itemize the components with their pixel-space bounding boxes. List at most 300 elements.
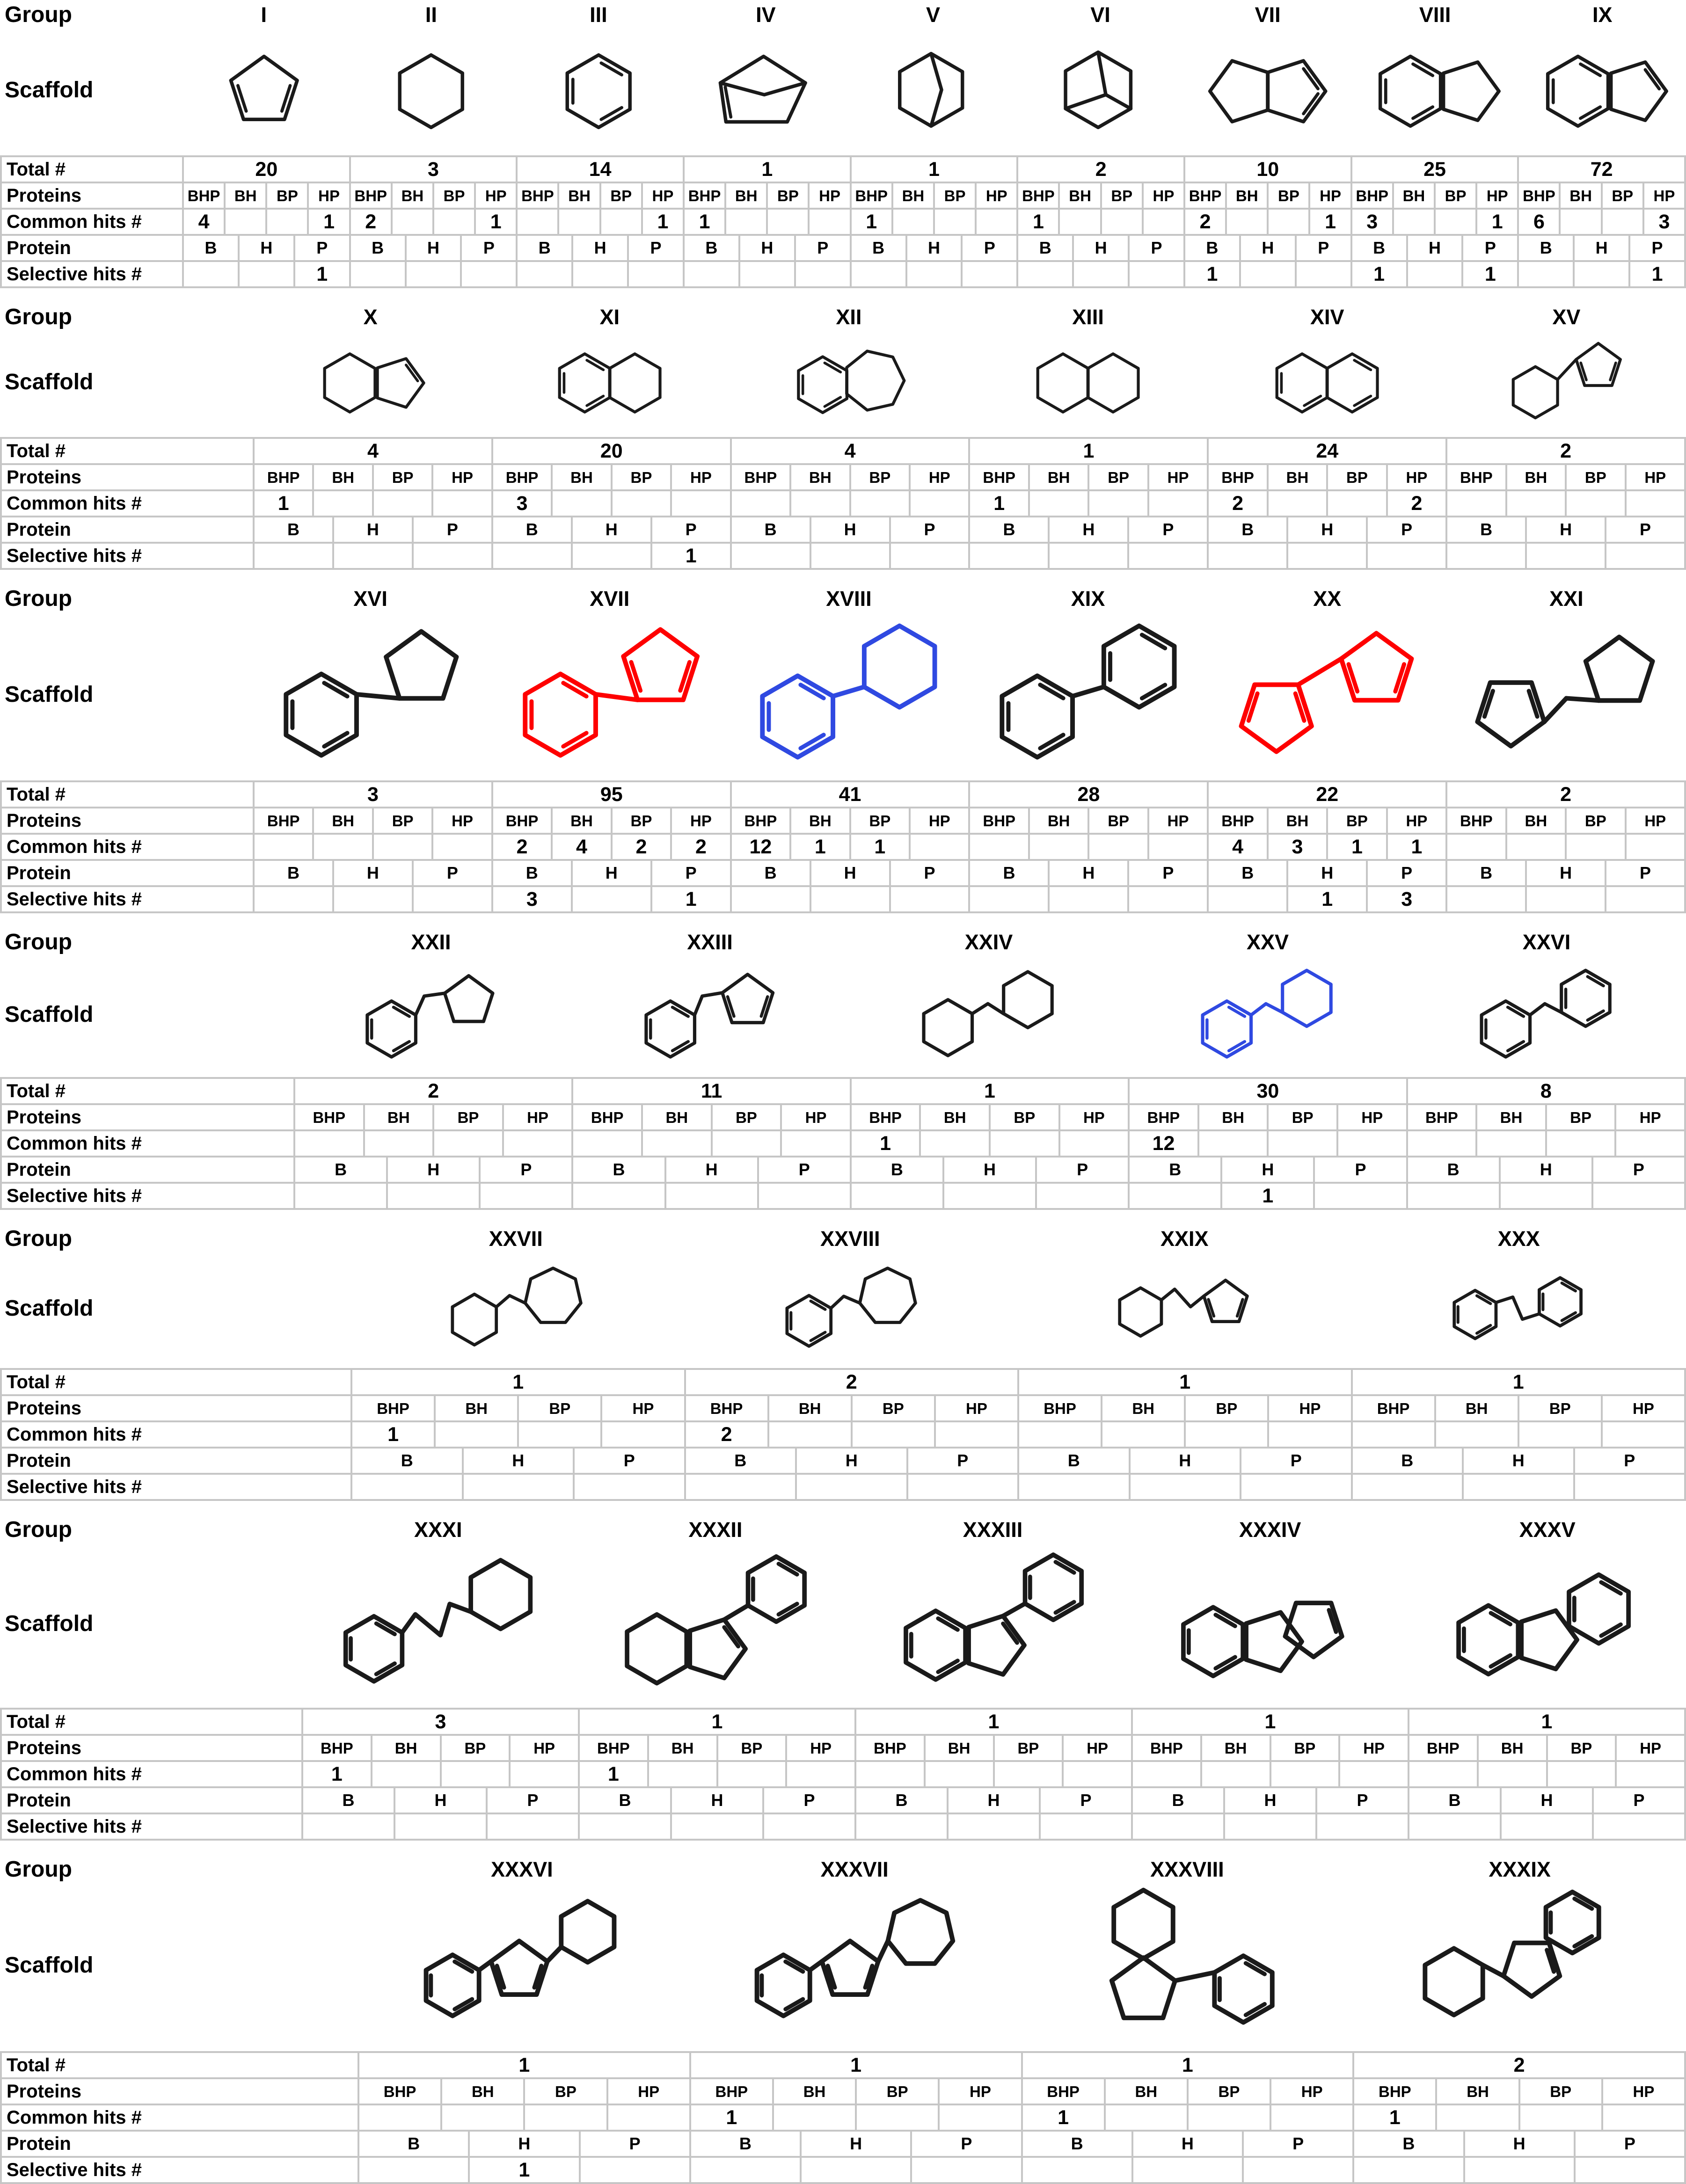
- selective-hits-cell: [1408, 262, 1462, 286]
- protein-header: B: [1353, 1449, 1462, 1473]
- common-hits-cell: [713, 1131, 781, 1156]
- common-hits-cell: [314, 835, 372, 859]
- protein-header: B: [303, 1788, 394, 1813]
- scaffold-section: [0, 929, 1686, 1210]
- protein-combo-header: HP: [810, 183, 849, 208]
- scaffold-drawing-V: [849, 27, 1017, 153]
- common-hits-cell: 1: [255, 491, 312, 516]
- common-hits-cell: [856, 1762, 924, 1786]
- total-count-XXII: 2: [295, 1079, 571, 1103]
- protein-header: B: [852, 1158, 942, 1182]
- protein-combo-header: BP: [768, 183, 808, 208]
- common-hits-cell: 1: [851, 835, 909, 859]
- selective-hits-cell: [1408, 1184, 1499, 1208]
- protein-header: B: [580, 1788, 670, 1813]
- total-count-II: 3: [351, 157, 516, 182]
- selective-hits-cell: [1594, 1814, 1684, 1839]
- common-hits-cell: 3: [1644, 210, 1684, 234]
- selective-hits-cell: [1447, 544, 1525, 568]
- molecule-structure-icon: [1443, 1542, 1651, 1705]
- protein-header: B: [518, 236, 571, 260]
- scaffold-row-label: Scaffold: [0, 1611, 299, 1637]
- protein-combo-header: BHP: [691, 2079, 772, 2104]
- protein-header: P: [1315, 1158, 1406, 1182]
- scaffold-drawing-VIII: [1351, 27, 1519, 153]
- protein-combo-header: BH: [365, 1105, 433, 1129]
- protein-header: H: [811, 861, 889, 885]
- common-hits-cell: 1: [852, 1131, 920, 1156]
- protein-combo-header: HP: [1603, 2079, 1684, 2104]
- selective-hits-cell: [1353, 1475, 1462, 1499]
- molecule-structure-icon: [1021, 329, 1155, 434]
- common-hits-cell: [1548, 1762, 1615, 1786]
- scaffold-structures-row: [0, 1882, 1686, 2048]
- protein-header: H: [1501, 1158, 1591, 1182]
- group-id-V: V: [849, 3, 1017, 27]
- protein-header: B: [1408, 1158, 1499, 1182]
- common-hits-cell: 1: [1018, 210, 1058, 234]
- common-hits-cell: 1: [1354, 2105, 1435, 2130]
- scaffold-section: [0, 1856, 1686, 2184]
- scaffold-drawing-XXV: [1128, 954, 1407, 1074]
- molecule-structure-icon: [1260, 329, 1394, 434]
- common-hits-cell: [1408, 1131, 1476, 1156]
- protein-header: B: [493, 517, 571, 542]
- scaffold-row-label: Scaffold: [0, 369, 251, 395]
- protein-combo-header: HP: [1627, 465, 1684, 489]
- protein-combo-header: BP: [1547, 1105, 1615, 1129]
- common-hits-cell: 6: [1519, 210, 1559, 234]
- molecule-structure-icon: [264, 611, 477, 778]
- protein-combo-header: BHP: [518, 183, 557, 208]
- selective-hits-cell: [1241, 262, 1295, 286]
- common-hits-cell: [1447, 835, 1505, 859]
- protein-header: B: [1209, 861, 1286, 885]
- scaffold-section: [0, 586, 1686, 913]
- protein-combo-header: HP: [1269, 1396, 1350, 1420]
- common-hits-cell: [359, 2105, 440, 2130]
- protein-header: H: [1241, 236, 1295, 260]
- protein-header: P: [488, 1788, 578, 1813]
- protein-header: B: [685, 236, 738, 260]
- protein-combo-header: BP: [434, 1105, 502, 1129]
- protein-combo-header: BP: [613, 808, 670, 833]
- common-hits-cell: [374, 491, 431, 516]
- common-hits-cell: [511, 1762, 578, 1786]
- scaffold-drawing-XX: [1208, 611, 1447, 778]
- protein-header: H: [797, 1449, 906, 1473]
- scaffold-drawing-II: [348, 27, 515, 153]
- selective-hits-cell: [912, 2158, 1021, 2182]
- protein-combo-header: BHP: [852, 183, 891, 208]
- protein-header: B: [1447, 861, 1525, 885]
- protein-combo-header: BHP: [493, 808, 551, 833]
- hits-table: [0, 1708, 1686, 1841]
- common-hits-cell: [1603, 1422, 1684, 1447]
- protein-combo-header: BHP: [493, 465, 551, 489]
- common-hits-cell: 2: [672, 835, 730, 859]
- molecule-structure-icon: [503, 611, 716, 778]
- protein-header: B: [1447, 517, 1525, 542]
- common-hits-cell: [643, 1131, 711, 1156]
- protein-header: B: [732, 861, 810, 885]
- common-hits-cell: [1627, 491, 1684, 516]
- common-hits-cell: [935, 210, 975, 234]
- protein-combo-header: BH: [1102, 1396, 1184, 1420]
- protein-combo-header: HP: [1149, 465, 1207, 489]
- common-hits-cell: 2: [686, 1422, 767, 1447]
- table-row-label-proteins: Proteins: [2, 1396, 350, 1420]
- common-hits-cell: [1149, 491, 1207, 516]
- group-id-X: X: [251, 305, 490, 329]
- total-count-XXX: 1: [1353, 1370, 1685, 1394]
- common-hits-cell: [995, 1762, 1062, 1786]
- protein-header: P: [1129, 517, 1207, 542]
- group-id-XXIV: XXIV: [849, 930, 1128, 954]
- total-count-XVIII: 41: [732, 782, 969, 807]
- selective-hits-cell: [685, 262, 738, 286]
- group-header-row: [0, 1856, 1686, 1882]
- molecule-structure-icon: [443, 1251, 589, 1365]
- group-id-XII: XII: [729, 305, 968, 329]
- selective-hits-cell: [255, 887, 332, 911]
- protein-combo-header: HP: [1340, 1736, 1408, 1760]
- protein-header: H: [1074, 236, 1128, 260]
- protein-header: H: [1222, 1158, 1313, 1182]
- selective-hits-cell: [1133, 1814, 1223, 1839]
- protein-combo-header: HP: [1338, 1105, 1406, 1129]
- protein-header: P: [629, 236, 683, 260]
- hits-table: [0, 2051, 1686, 2184]
- selective-hits-cell: [388, 1184, 479, 1208]
- scaffold-structures-row: [0, 954, 1686, 1074]
- total-count-XXV: 30: [1130, 1079, 1406, 1103]
- selective-hits-cell: [963, 262, 1016, 286]
- selective-hits-cell: [334, 544, 412, 568]
- protein-header: B: [852, 236, 905, 260]
- selective-hits-cell: 1: [1352, 262, 1406, 286]
- molecule-structure-icon: [686, 27, 846, 153]
- scaffold-drawing-XXVIII: [683, 1251, 1018, 1365]
- protein-combo-header: BH: [553, 808, 610, 833]
- protein-combo-header: HP: [1064, 1736, 1131, 1760]
- common-hits-cell: [601, 210, 641, 234]
- common-hits-cell: [970, 835, 1028, 859]
- selective-hits-cell: [691, 2158, 800, 2182]
- protein-combo-header: BH: [1269, 465, 1326, 489]
- table-row-label-common-hits: Common hits #: [2, 1131, 293, 1156]
- scaffold-drawing-XIX: [968, 611, 1207, 778]
- selective-hits-cell: [493, 544, 571, 568]
- protein-header: B: [1023, 2132, 1131, 2156]
- selective-hits-cell: [1464, 1475, 1573, 1499]
- common-hits-cell: [1271, 2105, 1352, 2130]
- common-hits-cell: [857, 2105, 938, 2130]
- common-hits-cell: [1436, 1422, 1518, 1447]
- common-hits-cell: 1: [352, 1422, 434, 1447]
- protein-combo-header: HP: [1271, 2079, 1352, 2104]
- total-count-XXXIV: 1: [1133, 1710, 1408, 1734]
- protein-header: B: [1519, 236, 1573, 260]
- protein-combo-header: BH: [1202, 1736, 1270, 1760]
- common-hits-cell: [613, 491, 670, 516]
- protein-header: H: [1502, 1788, 1592, 1813]
- common-hits-cell: [602, 1422, 684, 1447]
- protein-combo-header: BP: [374, 465, 431, 489]
- protein-combo-header: BHP: [580, 1736, 647, 1760]
- total-count-XIII: 1: [970, 439, 1207, 463]
- protein-header: P: [1368, 861, 1445, 885]
- total-count-XXXV: 1: [1409, 1710, 1684, 1734]
- common-hits-cell: [787, 1762, 854, 1786]
- selective-hits-cell: [732, 544, 810, 568]
- group-id-XXVIII: XXVIII: [683, 1227, 1018, 1251]
- selective-hits-cell: [1019, 1475, 1129, 1499]
- protein-header: H: [1408, 236, 1462, 260]
- scaffold-structures-row: [0, 27, 1686, 153]
- molecule-structure-icon: [1080, 1882, 1293, 2048]
- common-hits-cell: [608, 2105, 689, 2130]
- protein-combo-header: BH: [1227, 183, 1267, 208]
- protein-header: B: [295, 1158, 386, 1182]
- protein-combo-header: BP: [374, 808, 431, 833]
- selective-hits-cell: [797, 1475, 906, 1499]
- protein-combo-header: BP: [935, 183, 975, 208]
- selective-hits-cell: [1527, 887, 1605, 911]
- scaffold-drawing-XXIV: [849, 954, 1128, 1074]
- protein-combo-header: BH: [226, 183, 265, 208]
- protein-combo-header: BP: [601, 183, 641, 208]
- common-hits-cell: [1340, 1762, 1408, 1786]
- protein-header: H: [1133, 2132, 1242, 2156]
- total-count-XIV: 24: [1209, 439, 1445, 463]
- scaffold-drawing-XXXIII: [854, 1542, 1131, 1705]
- group-id-XIII: XIII: [968, 305, 1207, 329]
- group-id-XXXVIII: XXXVIII: [1021, 1857, 1354, 1882]
- selective-hits-cell: [1050, 887, 1127, 911]
- protein-header: H: [944, 1158, 1035, 1182]
- selective-hits-cell: [359, 2158, 468, 2182]
- protein-combo-header: HP: [1149, 808, 1207, 833]
- protein-combo-header: BH: [1479, 1736, 1546, 1760]
- table-row-label-selective-hits: Selective hits #: [2, 1814, 301, 1839]
- common-hits-cell: [1479, 1762, 1546, 1786]
- protein-header: H: [811, 517, 889, 542]
- protein-header: P: [652, 517, 730, 542]
- common-hits-cell: 1: [1023, 2105, 1104, 2130]
- table-row-label-common-hits: Common hits #: [2, 1422, 350, 1447]
- protein-header: B: [573, 1158, 664, 1182]
- selective-hits-cell: [891, 887, 969, 911]
- selective-hits-cell: [462, 262, 516, 286]
- selective-hits-cell: [672, 1814, 762, 1839]
- common-hits-cell: [1102, 210, 1142, 234]
- protein-combo-header: BHP: [255, 808, 312, 833]
- protein-combo-header: BP: [1567, 465, 1624, 489]
- common-hits-cell: [1199, 1131, 1267, 1156]
- common-hits-cell: [433, 491, 491, 516]
- selective-hits-cell: 1: [652, 887, 730, 911]
- scaffold-drawing-XIII: [968, 329, 1207, 434]
- protein-combo-header: BP: [1189, 2079, 1270, 2104]
- total-count-XXXIII: 1: [856, 1710, 1131, 1734]
- table-row-label-common-hits: Common hits #: [2, 1762, 301, 1786]
- selective-hits-cell: [740, 262, 794, 286]
- protein-combo-header: BHP: [295, 1105, 363, 1129]
- protein-combo-header: BH: [1269, 808, 1326, 833]
- molecule-structure-icon: [351, 27, 511, 153]
- common-hits-cell: 1: [691, 2105, 772, 2130]
- common-hits-cell: [1519, 1422, 1601, 1447]
- selective-hits-cell: [573, 1184, 664, 1208]
- protein-combo-header: BH: [769, 1396, 851, 1420]
- protein-combo-header: BHP: [1447, 465, 1505, 489]
- table-row-label-proteins: Proteins: [2, 465, 253, 489]
- scaffold-drawing-XXXVI: [356, 1882, 688, 2048]
- common-hits-cell: [295, 1131, 363, 1156]
- common-hits-cell: [977, 210, 1016, 234]
- group-id-XXII: XXII: [292, 930, 570, 954]
- selective-hits-cell: [1018, 262, 1072, 286]
- scaffold-drawing-I: [180, 27, 348, 153]
- scaffold-drawing-XXXI: [299, 1542, 577, 1705]
- scaffold-drawing-XVI: [251, 611, 490, 778]
- table-row-label-selective-hits: Selective hits #: [2, 2158, 358, 2182]
- hits-table: [0, 155, 1686, 288]
- protein-header: H: [470, 2132, 578, 2156]
- protein-header: H: [666, 1158, 757, 1182]
- scaffold-drawing-XXXV: [1409, 1542, 1686, 1705]
- total-count-XII: 4: [732, 439, 969, 463]
- protein-header: P: [891, 517, 969, 542]
- table-row-label-proteins: Proteins: [2, 2079, 358, 2104]
- protein-combo-header: HP: [1388, 808, 1445, 833]
- common-hits-cell: [726, 210, 766, 234]
- protein-header: P: [1129, 861, 1207, 885]
- protein-header: H: [1464, 1449, 1573, 1473]
- common-hits-cell: [1089, 835, 1147, 859]
- molecule-structure-icon: [1188, 27, 1348, 153]
- protein-combo-header: BP: [1089, 465, 1147, 489]
- selective-hits-cell: [856, 1814, 947, 1839]
- protein-combo-header: BH: [1394, 183, 1434, 208]
- total-count-XXIX: 1: [1019, 1370, 1351, 1394]
- common-hits-cell: [893, 210, 933, 234]
- common-hits-cell: [393, 210, 432, 234]
- selective-hits-cell: [407, 262, 460, 286]
- protein-combo-header: BP: [1520, 2079, 1601, 2104]
- protein-combo-header: BHP: [1185, 183, 1225, 208]
- group-id-XVII: XVII: [490, 587, 729, 611]
- total-count-XX: 22: [1209, 782, 1445, 807]
- scaffold-section: [0, 1517, 1686, 1841]
- molecule-structure-icon: [1413, 1882, 1626, 2048]
- protein-combo-header: BH: [372, 1736, 440, 1760]
- common-hits-cell: [649, 1762, 716, 1786]
- molecule-structure-icon: [1191, 954, 1344, 1074]
- protein-combo-header: BP: [995, 1736, 1062, 1760]
- scaffold-drawing-XXVII: [349, 1251, 683, 1365]
- common-hits-cell: 2: [493, 835, 551, 859]
- protein-header: B: [1018, 236, 1072, 260]
- protein-combo-header: BP: [1186, 1396, 1267, 1420]
- group-row-label: Group: [0, 2, 180, 28]
- protein-combo-header: BH: [442, 2079, 523, 2104]
- selective-hits-cell: [580, 1814, 670, 1839]
- total-count-III: 14: [518, 157, 683, 182]
- protein-header: B: [1130, 1158, 1220, 1182]
- protein-header: H: [407, 236, 460, 260]
- selective-hits-cell: [1129, 887, 1207, 911]
- protein-combo-header: BP: [1567, 808, 1624, 833]
- protein-header: B: [184, 236, 238, 260]
- scaffold-drawing-XXXVII: [688, 1882, 1021, 2048]
- scaffold-drawing-XXII: [292, 954, 570, 1074]
- common-hits-cell: [851, 491, 909, 516]
- common-hits-cell: [1269, 1422, 1350, 1447]
- scaffold-drawing-XXVI: [1407, 954, 1686, 1074]
- common-hits-cell: 1: [1310, 210, 1350, 234]
- molecule-structure-icon: [1355, 27, 1515, 153]
- protein-header: P: [1606, 517, 1684, 542]
- selective-hits-cell: [907, 262, 961, 286]
- protein-combo-header: HP: [672, 465, 730, 489]
- protein-combo-header: BP: [1328, 808, 1386, 833]
- selective-hits-cell: [1593, 1184, 1684, 1208]
- group-header-row: [0, 1226, 1686, 1251]
- common-hits-cell: [267, 210, 307, 234]
- selective-hits-cell: [1447, 887, 1525, 911]
- protein-header: H: [240, 236, 293, 260]
- protein-header: B: [686, 1449, 796, 1473]
- common-hits-cell: [553, 491, 610, 516]
- molecule-structure-icon: [748, 1882, 961, 2048]
- protein-header: P: [1130, 236, 1183, 260]
- protein-combo-header: BH: [791, 465, 849, 489]
- common-hits-cell: [518, 210, 557, 234]
- scaffold-row-label: Scaffold: [0, 682, 251, 707]
- protein-header: P: [1037, 1158, 1128, 1182]
- common-hits-cell: 3: [1269, 835, 1326, 859]
- total-count-XIX: 28: [970, 782, 1207, 807]
- protein-header: P: [1606, 861, 1684, 885]
- protein-combo-header: BP: [713, 1105, 781, 1129]
- common-hits-cell: [504, 1131, 572, 1156]
- molecule-structure-icon: [782, 329, 916, 434]
- selective-hits-cell: 1: [1185, 262, 1239, 286]
- common-hits-cell: [1269, 210, 1308, 234]
- protein-header: P: [796, 236, 850, 260]
- protein-combo-header: BHP: [352, 1396, 434, 1420]
- selective-hits-cell: 1: [1630, 262, 1684, 286]
- hits-table: [0, 780, 1686, 913]
- total-count-VII: 10: [1185, 157, 1350, 182]
- protein-combo-header: BP: [857, 2079, 938, 2104]
- selective-hits-cell: [970, 544, 1048, 568]
- common-hits-cell: [442, 1762, 509, 1786]
- protein-combo-header: HP: [476, 183, 516, 208]
- table-row-label-common-hits: Common hits #: [2, 835, 253, 859]
- group-row-label: Group: [0, 304, 251, 330]
- common-hits-cell: [810, 210, 849, 234]
- table-row-label-total: Total #: [2, 1370, 350, 1394]
- group-id-IV: IV: [682, 3, 850, 27]
- selective-hits-cell: [464, 1475, 573, 1499]
- common-hits-cell: [1394, 210, 1434, 234]
- protein-header: H: [1050, 517, 1127, 542]
- protein-combo-header: BP: [853, 1396, 934, 1420]
- protein-header: H: [1225, 1788, 1315, 1813]
